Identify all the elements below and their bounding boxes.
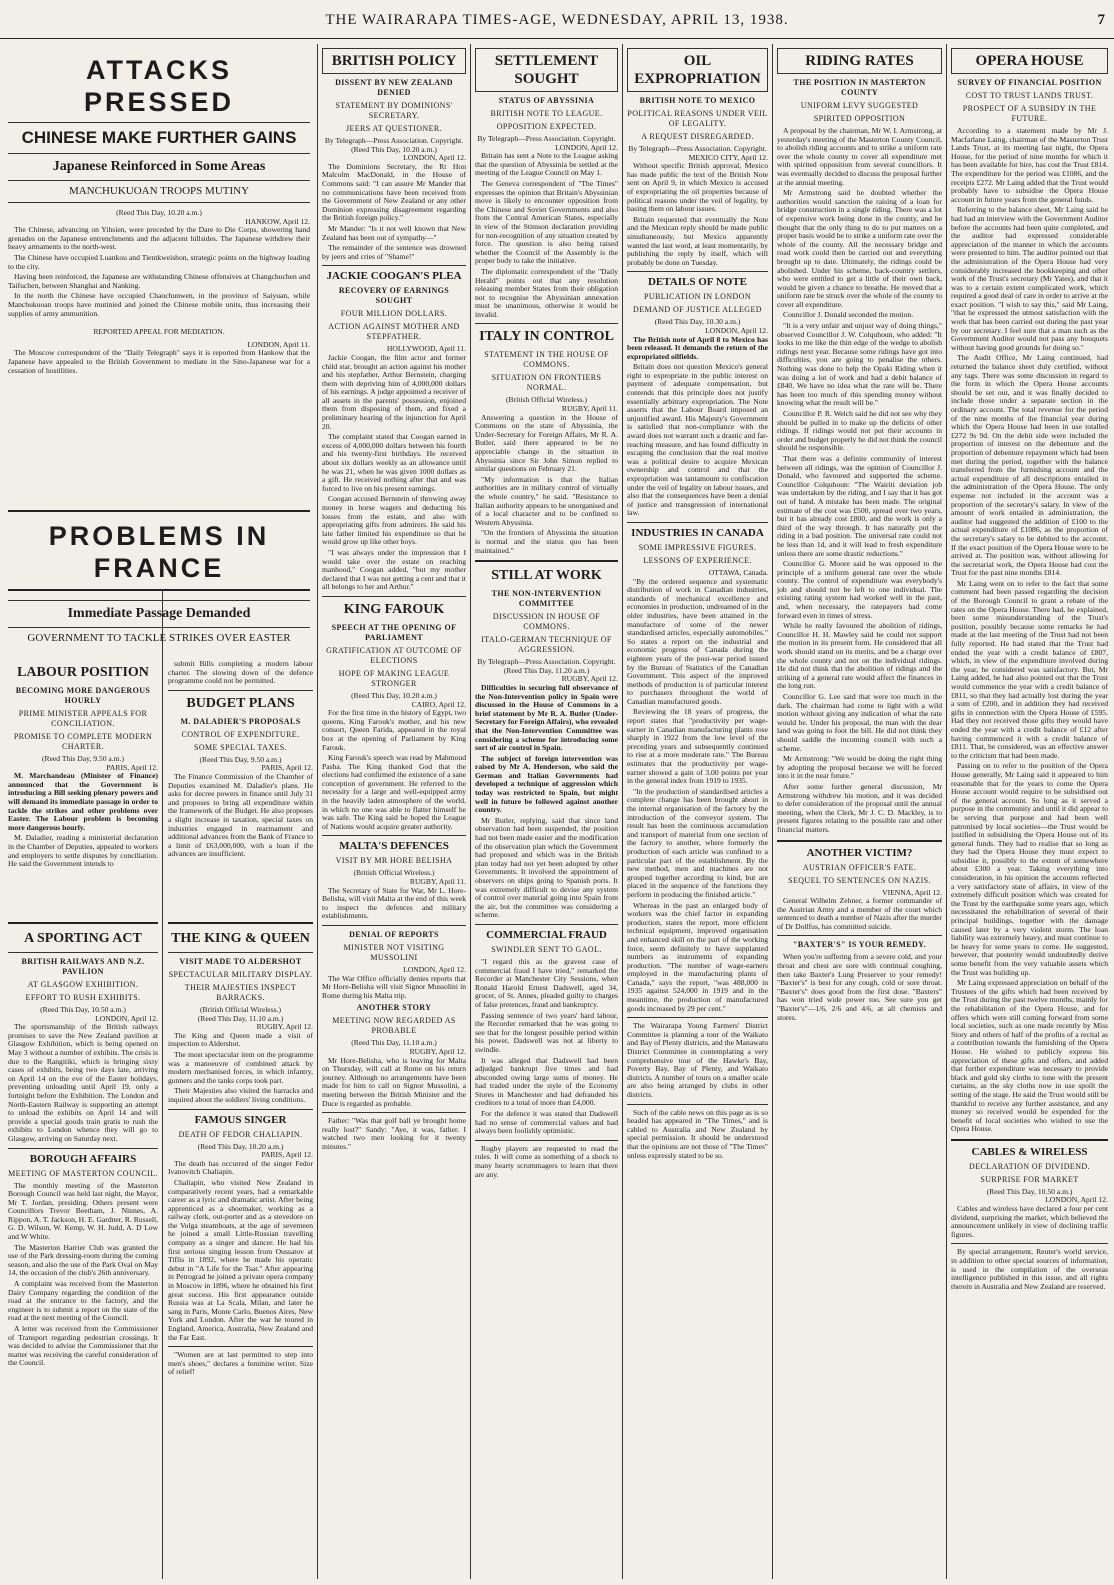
body-text: The death has occurred of the singer Fedor Ivanovitch Chaliapin. (168, 1158, 313, 1177)
body-text: Mr Laing expressed appreciation on behalf of the Trustees of the gifts which had been received by the Trust during the past twelve months, mainly for the rehabilitation of the Opera House, and for offers which were still coming forward from some local societies, such as one made recently by Miss Story and others of half of the profits of a recital as a contribution towards the furnishing of the Opera House. He wished to publicly express his appreciation of these gifts and offers, and added that further expenditure was necessary to provide black and gold sky cloths to tone with the present curtains, as the sky cloths now in use spoilt the setting of the stage. He said the Trust would still be thankful to receive any further assistance, and any money so received would be expended for the benefit of local societies who wished to use the Opera House. (951, 978, 1108, 1134)
body-text: The Finance Commission of the Chamber of Deputies examined M. Daladier's plans. He asks for decree powers in finance until July 31 and proposes to bring all expenditure within the framework of the Budget. He also proposes a slight increase in taxation, special taxes on industries engaged in rearmament and additional advances from the Bank of France to a limit of £63,000,000, with a loan if the advances are insufficient. (168, 771, 313, 859)
body-text: Without specific British approval, Mexico has made public the text of the British Note sent on April 9, in which Mexico is accused of expropriating the oil properties because of political reasons under the veil of legality, by basing them on labour issues. (627, 161, 768, 214)
subheadline: PUBLICATION IN LONDON (643, 292, 752, 302)
body-text: Mr Mander: "Is it not well known that New Zealand has been out of sympathy—" (322, 223, 466, 242)
dateline: MEXICO CITY, April 12. (688, 152, 768, 162)
body-text: The monthly meeting of the Masterton Borough Council was held last night, the Mayor, Mr T. Jordan, presiding. Others present were Councillors Trevor Beetham, J. Ninnes, A. Rippon, A. T. Jackson, H. E. Gardner, R. Russell, G. D. Wilson, W. Kemp, W. H. Judd, A. D Low and W White. (8, 1180, 158, 1242)
received-line: (British Official Wireless.) (199, 1005, 282, 1014)
dateline: RUGBY, April 12. (409, 1046, 466, 1056)
subheadline: FOUR MILLION DOLLARS. (340, 309, 448, 319)
column-rule (470, 44, 471, 1579)
body-text: The Dominions Secretary, the Rt Hon Malcolm MacDonald, in the House of Commons said: "I can assure Mr Mander that no communications have been received from the Government of New Zealand or any other Dominion expressing disagreement regarding the British foreign policy." (322, 161, 466, 223)
column-rule (772, 44, 773, 1579)
body-text: In the north the Chinese have occupied Chaochunwen, in the province of Saiyuan, while Manchukuoan troops have mutinied and joined the Chinese mobile units, thus increasing their supplies of army ammunition. (8, 291, 310, 318)
body-text: Britain requested that eventually the Note and the Mexican reply should be made public simultaneously, but Mexico apparently wanted the last word, at least momentarily, by publishing the reply by itself, which will probably be done on Tuesday. (627, 214, 768, 267)
subheadline: SURVEY OF FINANCIAL POSITION (957, 78, 1102, 87)
dateline: VIENNA, April 12. (882, 887, 942, 897)
subheadline: VISIT MADE TO ALDERSHOT (179, 957, 302, 966)
body-text: That there was a definite community of interest between all ridings, was the opinion of Councillor J. Donald, who favoured and supported the scheme. Councillor Colquhoun: "The Wairiti deviation job was undertaken by the riding, and I say that it has got out of hand. A mistake has been made. The original estimate of the cost was £500, spread over two years, but it has already cost £800, and the work is only a third of the way through. It has naturally put the riding in a bad position. The universal rate could not be less than 1d, and it will lead to fresh expenditure unless there are some drastic reductions." (777, 453, 942, 558)
received-line: (Reed This Day, 10.20 a.m.) (351, 144, 437, 154)
body-text: M. Daladier, reading a ministerial declaration in the Chamber of Deputies, appealed to workers and employers to settle disputes by conciliation. He said the Government intends to (8, 833, 158, 869)
headline: BRITISH POLICY (322, 48, 466, 74)
body-text: Passing on to refer to the position of the Opera House generally, Mr Laing said it appeared to him reasonable that for the years to come the Opera House account would require to be subsidised out of the general account. So long as it served a purpose in the community and until it did appear to be serving that purpose and had been well patronised by local societies—the Trust would be justified in subsidising the Opera House out of its general funds. They had to realise that so long as they had the Opera House they must expect to subsidise it, possibly to the extent of somewhere about £300 a year. Taking everything into consideration, in his opinion the accounts reflected a very satisfactory state of affairs, in view of the extremely difficult position which was created for the Trust by the earthquake some years ago, which necessitated the rehabilitation of several of their principal buildings, together with the damage caused later by a very violent storm. The loan liability was extremely heavy, and must continue to be heavy for some years to come. He suggested, however, that posterity would undoubtedly derive some benefit from the very valuable assets which the Trust was building up. (951, 761, 1108, 977)
dateline: LONDON, April 12. (555, 142, 618, 152)
body-text: Councillor P. R. Welch said he did not see why they should be pulled in to make up the deficits of other ridings. If ridings would not put their accounts in order and budget properly he did not think the council should be responsible. (777, 409, 942, 453)
subheadline: GOVERNMENT TO TACKLE STRIKES OVER EASTER (27, 632, 291, 644)
subheadline: ACTION AGAINST MOTHER AND STEPFATHER. (328, 322, 460, 342)
dateline: PARIS, April 12. (261, 1150, 313, 1160)
body-text: Passing sentence of two years' hard labour, the Recorder remarked that he was going to see that for the longest possible period within his power, Dadswell was not at liberty to swindle. (475, 1010, 618, 1054)
column-rule (622, 44, 623, 1579)
dateline: HOLLYWOOD, April 11. (386, 344, 466, 354)
headline: MALTA'S DEFENCES (339, 840, 449, 853)
headline: CABLES & WIRELESS (971, 1145, 1088, 1158)
body-text: The diplomatic correspondent of the "Daily Herald" points out that any resolution releasing member States from their obligation not to recognise the Abyssinian annexation must be unanimous, otherwise it would be invalid. (475, 266, 618, 319)
article-sporting-act (8, 922, 158, 1579)
subheadline: VISIT BY MR HORE BELISHA (335, 856, 453, 866)
subheadline: SURPRISE FOR MARKET (980, 1174, 1079, 1184)
column-rule (946, 44, 947, 1579)
headline: A SPORTING ACT (24, 931, 142, 946)
subheadline: CHINESE MAKE FURTHER GAINS (21, 128, 297, 147)
body-text: Father: "Was that golf ball ye brought home really lost?" Sandy: "Aye, it was, father. I watched two men looking for it twenty minutes." (322, 1116, 466, 1151)
headline: JACKIE COOGAN'S PLEA (326, 270, 462, 283)
body-text: Answering a question in the House of Commons on the state of Abyssinia, the Under-Secretary for Foreign Affairs, Mr R. A. Butler, said there appeared to be no appreciable change in the situation in Abyssinia since Sir John Simon replied to similar questions on February 21. (475, 412, 618, 474)
advert-text: When you're suffering from a severe cold, and your throat and chest are sore with continual coughing, then take Baxter's Lung Preserver to your remedy! "Baxter's" is best for any cough, cold or sore throat. "Baxter's" does good from the first dose. "Baxters" has won tried wide power too. See sure you get "Baxter's"—1/6, 2/6 and 4/6, at all chemists and stores. (777, 952, 942, 1022)
body-text: King Farouk's speech was read by Mahmoud Pasha. The King thanked God that the elections had confirmed the existence of a sane conception of government. He referred to the necessity for a large and well-equipped army in the heavily laden atmosphere of the world, in which no one was able to flatter himself he was safe. The King said he hoped the League of Nations would acquire greater authority. (322, 753, 466, 831)
dateline: RUGBY, April 12. (561, 674, 618, 684)
body-text: Mr Armstrong said he doubted whether the authorities would sanction the raising of a loan for bridge construction in a single riding. There was a lot of expensive work being done in the county, and he thought that the only thing to do to put matters on a proper basis would be to strike a uniform rate over the whole of the county. All the necessary bridge and road work could then be carried out and everything brought up to date. Ultimately, the ridings could be abolished. Under his scheme, back-country settlers, who were entitled to get a little of their own back, would be given a chance to breathe. He moved that a uniform rate be struck over the whole of the county to cover all expenditure. (777, 188, 942, 309)
subheadline: THE POSITION IN MASTERTON COUNTY (793, 78, 926, 97)
dateline: RUGBY, April 11. (409, 877, 466, 887)
body-text: Britain does not question Mexico's general right to expropriate in the public interest on payment of adequate compensation, but contends that this principle does not justify essentially arbitrary expropriation. The Note asserts that the Labour Board imposed an unjustified award. His Majesty's Government is satisfied that non-compliance with the award does not warrant such a drastic and far-reaching measure, and has found difficulty in escaping the conclusion that the real motive was a political desire to acquire Mexican ownership and control and that the expropriation was tantamount to confiscation under the veil of legality on labour issues, and also that the consequences have been a denial of justice and transgression of international law. (627, 362, 768, 518)
body-text: Cables and wireless have declared a four per cent dividend, surprising the market, which believed the announcement unlikely in view of declining traffic figures. (951, 1204, 1108, 1239)
headline: DETAILS OF NOTE (647, 276, 748, 289)
column-rule (162, 590, 163, 1579)
body-text: Mr Hore-Belisha, who is leaving for Malta on Thursday, will call at Rome on his return journey. Although no arrangements have been made for him to call on Signor Mussolini, a meeting between the British Minister and the Duce is regarded as probable. (322, 1055, 466, 1108)
headline: RIDING RATES (777, 48, 942, 74)
body-text: The Geneva correspondent of "The Times" expresses the opinion that Britain's Abyssinian move is likely to encounter opposition from the Chinese and Soviet Governments and also from the Central American States, especially in view of the Stimson declaration providing for non-recognition of any situation created by force. The question is also being raised whether the Council of the Assembly is the proper body to take the initiative. (475, 178, 618, 266)
subheadline: GRATIFICATION AT OUTCOME OF ELECTIONS (326, 645, 462, 665)
headline: PROBLEMS IN FRANCE (48, 521, 270, 583)
dateline: RUGBY, April 12. (256, 1022, 313, 1032)
body-text: Chaliapin, who visited New Zealand in comparatively recent years, had a remarkable career as a lyric and dramatic artist. After being apprenticed as a shoemaker, working as a railway clerk, out-porter and as a stevedore on the Volga steamboats, at the age of seventeen he joined a small Little-Russian travelling company as a singer and dancer. He had his first serious singing lesson from Oussatov at Tiflis in 1892, where he made his operatic debut in "A Life for the Tsar." After appearing in Petrograd he joined a private opera company in Moscow in 1896, where he obtained his first great success. His first appearance outside Russia was at La Scala, Milan, and later he sang in Paris, Monte Carlo, Buenos Aires, New York and London. After the war he toured in England, America, Australia, New Zealand and the Far East. (168, 1177, 313, 1342)
body-text: Having been reinforced, the Japanese are withstanding Chinese offensives at Changchuchen and Taifuchen, between Shanghai and Nanking. (8, 272, 310, 290)
body-text: The Chinese, advancing on Yihsien, were preceded by the Dare to Die Corps, showering hand grenades on the Japanese entrenchments and the adjacent hillsides. The Japanese withdrew their heavy armaments to the north-west. (8, 225, 310, 252)
body-text: "My information is that the Italian authorities are in military control of virtually the whole country," he said. "Resistance to Italian authority appears to be unorganised and of a local character and to be confined to Western Abyssinia. (475, 474, 618, 527)
headline: DENIAL OF REPORTS (349, 930, 439, 939)
body-text: After some further general discussion, Mr Armstrong withdrew his motion, and it was decided to defer consideration of the proposal until the annual meeting, when the Clerk, Mr J. C. D. Mackley, is to present figures relating to the possible rate and other financial matters. (777, 781, 942, 834)
masthead-title: THE WAIRARAPA TIMES-AGE, WEDNESDAY, APRIL 13, 1938. (325, 12, 789, 28)
headline: KING FAROUK (343, 601, 445, 617)
body-text: "On the frontiers of Abyssinia the situation is normal and the status quo has been maintained." (475, 528, 618, 555)
article-budget-plans (168, 660, 313, 915)
body-text: Councillor J. Donald seconded the motion. (783, 310, 914, 320)
received-line: (Reed This Day, 10.20 a.m.) (351, 690, 437, 700)
received-line: (British Official Wireless.) (353, 868, 435, 878)
subheadline: ANOTHER STORY (356, 1003, 432, 1013)
subheadline: CONTROL OF EXPENDITURE. (181, 729, 300, 739)
body-text: The Audit Office, Mr Laing continued, had returned the balance sheet duly certified, without any tags. There was some discussion in regard to the form in which the Opera House accounts should be set out, and it was finally decided to include those under a separate section in the ordinary account. The total revenue for the period of the nine months of the financial year during which the Opera House had been in use totalled £272 9s 9d. On the debit side were included the proportion of interest on the debenture and the proportion of debenture repayment which had been met during the period, together with the balance transferred from the furnishing account and the actual expenditure of all descriptions entailed in the administration of the Opera House. The only expense not included in the account was a proportion of the secretary's salary. In view of the amount of work entailed in administration, the auditor had suggested the addition of £100 to the actual expenditure of £1086, as the proportion of the secretary's salary to be debited to the account. If the exact position of the Opera House were to be arrived at. The position was, without allowing for the secretarial work, the Opera House had cost the Trust for the past nine months £814. (951, 353, 1108, 578)
received-line: By Telegraph—Press Association. Copyright. (628, 144, 767, 153)
body-text: Mr Butler, replying, said that since land observation had been suspended, the position had not been made easier and the modification of the observation plan which the Government had proposed and which was in the British plan today had not yet been adopted by other Governments. It involved the appointment of observers on ships going to Spanish ports. It was extremely difficult to devise any system of control over material going into Spain from the air, but the committee was considering a scheme. (475, 815, 618, 920)
subheadline: STATEMENT BY DOMINIONS' SECRETARY. (335, 101, 453, 120)
body-text: The Masterton Harrier Club was granted the use of the Park dressing-room during the coming season, and also the use of the Park Oval on May 14, the occasion of the club's 26th anniversary. (8, 1242, 158, 1278)
body-text: Difficulties in securing full observance of the Non-Intervention policy in Spain were discussed in the House of Commons in a brief statement by Mr R. A. Butler (Under-Secretary for Foreign Affairs), who revealed that the Non-Intervention Committee was considering a scheme for introducing some sort of air control in Spain. (475, 682, 618, 753)
subheadline: RECOVERY OF EARNINGS SOUGHT (338, 286, 450, 306)
headline: LABOUR POSITION (17, 665, 149, 680)
subheadline: SPEECH AT THE OPENING OF PARLIAMENT (331, 622, 457, 642)
column-oil-expropriation (627, 48, 768, 1578)
dateline: CAIRO, April 12. (411, 699, 466, 709)
body-text: The Wairarapa Young Farmers' District Committee is planning a tour of the Waikato and Bay of Plenty districts, and the Manawatu District Committee in contemplating a very comprehensive tour of the Hawke's Bay, Poverty Bay, Bay of Plenty, and Waikato districts. A number of tours on a smaller scale are also being arranged by clubs in other districts. (627, 1021, 768, 1099)
headline: ATTACKS PRESSED (83, 55, 235, 117)
headline: THE KING & QUEEN (171, 931, 310, 946)
headline: BUDGET PLANS (186, 695, 295, 711)
dateline: LONDON, April 12. (403, 965, 466, 974)
dateline: OTTAWA, Canada. (708, 567, 768, 577)
body-text: The subject of foreign intervention was raised by Mr A. Henderson, who said the German and Italian Governments had developed a technique of aggression which today was restricted to Spain, but might well in future be followed against another country. (475, 753, 618, 815)
subheadline: AUSTRIAN OFFICER'S FATE. (802, 862, 917, 872)
dateline: LONDON, April 12. (403, 153, 466, 163)
received-line: (British Official Wireless.) (505, 395, 588, 405)
body-text: Rugby players are requested to read the rules. It will come as something of a shock to many hearty scrummagers to learn that there are any. (475, 1143, 618, 1179)
body-text: submit Bills completing a modern labour charter. The slowing down of the defence programme could not be permitted. (168, 660, 313, 686)
dateline: PARIS, April 12. (106, 762, 158, 772)
subheadline: BECOMING MORE DANGEROUS HOURLY (15, 686, 151, 705)
body-text: Mr Armstrong: "We would be doing the right thing by adopting the proposal because we will be forced into it in the near future." (777, 754, 942, 781)
body-text: According to a statement made by Mr J. Macfarlane Laing, chairman of the Masterton Trust Lands Trust, at its meeting last night, the Opera House, for the period of nine months for which it has been available for hire, has cost the Trust £814. The expenditure for the period was £1086, and the receipts £272. Mr Laing added that the Trust would probably have to subsidise the Opera House account in future years from the general funds. (951, 126, 1108, 204)
body-text: "By the ordered sequence and systematic distribution of work in Canadian industries, standards of mechanical excellence and economies in production, undreamed of in the older industries, have been attained in the manufacture of some of the newer standardised articles, especially automobiles." So states a report on the industrial and economic progress of Canada during the eighteen years of the post-war period issued by the Bureau of Statistics of the Canadian Government. This aspect of the improved methods of production is of particular interest to purchasers throughout the world of Canadian manufactured goods. (627, 576, 768, 706)
received-line: (Reed This Day, 11.20 a.m.) (503, 665, 590, 675)
body-text: General Wilhelm Zehner, a former commander of the Austrian Army and a member of the court which sentenced to death a number of Nazis after the murder of Dr Dollfus, has committed suicide. (777, 896, 942, 931)
subheadline: MINISTER NOT VISITING MUSSOLINI (343, 943, 445, 962)
body-text: Referring to the balance sheet, Mr Laing said he had had an interview with the Government Auditor before the accounts had been quite completed, and the auditor had expressed considerable appreciation of the manner in which the accounts were presented to him. The auditor pointed out that the administration of the Opera House had very considerably increased the bookkeeping and other work of the Trust's secretary (Mr Yates), and that it was to a certain extent complicated work, which required a good deal of care in order to arrive at the exact position. "I wish to say this," said Mr Laing, "that he expressed the utmost satisfaction with the work that has been carried out during the past year by our secretary. I feel sure that a man such as the Government Auditor would not pass any bouquets without having good grounds for doing so." (951, 205, 1108, 352)
subheadline: SOME SPECIAL TAXES. (194, 742, 287, 752)
body-text: For the defence it was stated that Dadswell had no sense of commercial values and had always been foolishly optimistic. (475, 1109, 618, 1136)
body-text: The War Office officially denies reports that Mr Hore-Belisha will visit Signor Mussolini in Rome during his Malta trip. (322, 973, 466, 1000)
article-labour-position (8, 660, 158, 915)
subheadline: MEETING OF MASTERTON COUNCIL. (8, 1168, 158, 1178)
body-text: The Secretary of State for War, Mr L. Hore-Belisha, will visit Malta at the end of this week to inspect the defences and military establishments. (322, 885, 466, 921)
dateline: RUGBY, April 11. (561, 404, 618, 414)
subheadline: A REQUEST DISREGARDED. (641, 132, 754, 141)
article-problems-in-france (8, 510, 310, 598)
body-text: Britain has sent a Note to the League asking that the question of Abyssinia be settled at the meeting of the League Council on May 1. (475, 151, 618, 178)
column-opera-house (951, 48, 1108, 1578)
dateline: HANKOW, April 12. (245, 216, 310, 226)
subheadline: JEERS AT QUESTIONER. (345, 124, 443, 133)
body-text: For the first time in the history of Egypt, two queens, King Farouk's mother, and his new consort, Queen Farida, appeared in the royal box at the opening of Parliament by King Farouk. (322, 708, 466, 752)
subheadline: SEQUEL TO SENTENCES ON NAZIS. (788, 875, 931, 885)
subheadline: ITALO-GERMAN TECHNIQUE OF AGGRESSION. (481, 635, 612, 655)
subheadline: STATEMENT IN THE HOUSE OF COMMONS. (484, 350, 609, 370)
headline: OPERA HOUSE (951, 48, 1108, 74)
advert-heading: "BAXTER'S" IS YOUR REMEDY. (793, 940, 926, 950)
article-attacks-pressed (8, 48, 310, 508)
body-text: A complaint was received from the Masterton Dairy Company regarding the condition of the road at the entrance to the factory, and the engineer is to submit a report on the state of the road at the next meeting of the Council. (8, 1279, 158, 1323)
received-line: (Reed This Day, 10.20 a.m.) (197, 1141, 284, 1151)
subheadline: HOPE OF MAKING LEAGUE STRONGER (338, 668, 450, 688)
body-text: The remainder of the sentence was drowned by jeers and cries of "Shame!" (322, 243, 466, 261)
body-text: The complaint stated that Coogan earned in excess of 4,000,000 dollars between his fourth and his twenty-first birthdays. He received about six dollars weekly as an allowance until he was 21, when he was given 1000 dollars as a gift. He received nothing after that and was forced to live on his present earnings. (322, 432, 466, 493)
column-british-policy (322, 48, 466, 1578)
subheadline: THE NON-INTERVENTION COMMITTEE (491, 589, 602, 609)
body-text: Councillor G. Moore said he was opposed to the principle of a uniform general rate over the whole county. The control of expenditure was everybody's job and should not be left to one individual. The existing rating system had worked well in the past, and, when necessary, the ratepayers had come forward even in times of stress. (777, 559, 942, 620)
subheadline: DISCUSSION IN HOUSE OF COMMONS. (492, 612, 601, 632)
column-riding-rates (777, 48, 942, 1578)
masthead (0, 12, 1114, 39)
received-line: By Telegraph—Press Association. Copyright. (477, 657, 616, 667)
column-rule (317, 44, 318, 1579)
body-text: The sportsmanship of the British railways promises to save the New Zealand pavilion at Glasgow Exhibition, which is being opened on May 3 without a number of exhibits. The crisis is due to the Rangitiki, which is bringing sixty cases of exhibits, being two days late, arriving on April 14 on the eve of the Easter holidays, preventing unloading until April 19, only a fortnight before the Exhibition. The London and North-Eastern Railway is supporting an attempt to unload the exhibits on April 14 and will provide a special goods train gratis to rush the exhibits to London whence they will go to Glasgow, arriving on Saturday next. (8, 1022, 158, 1143)
received-line: (Reed This Day, 9.50 a.m.) (199, 754, 282, 764)
subheadline: THEIR MAJESTIES INSPECT BARRACKS. (184, 983, 297, 1002)
headline: OIL EXPROPRIATION (627, 48, 768, 92)
body-text: Jackie Coogan, the film actor and former child star, brought an action against his mother and his stepfather, Arthur Bernstein, charging them with depriving him of 4,000,000 dollars of his earnings. A judge appointed a receiver of all assets in the parents' possession, enjoined them from disposing of them, and fixed a preliminary hearing of the injunction for April 20. (322, 352, 466, 431)
dateline: PARIS, April 12. (261, 763, 313, 773)
body-text: "I was always under the impression that I would take over the estate on reaching manhood," Coogan added, "but my mother declared that I was not getting a cent and that it all belongs to her and Arthur." (322, 547, 466, 592)
body-text: "It is a very unfair and unjust way of doing things," observed Councillor J. W. Colquhoun, who added: "It looks to me like the thin edge of the wedge to abolish ridings next year. Because some ridings have got into difficulties, you are going to penalise the others. Nothing was done to help the Opaki Riding when it was doing a lot of work and had a debit balance of £840. We have no idea what the rate will be. There has been too much of this spending money without knowing what the result will be." (777, 321, 942, 408)
subheadline: BRITISH NOTE TO MEXICO (639, 96, 756, 105)
subheadline: Immediate Passage Demanded (67, 606, 251, 621)
dateline: LONDON, April 12. (95, 1013, 158, 1023)
article-king-and-queen (168, 922, 313, 1579)
received-line: (Reed This Day, 10.30 a.m.) (654, 317, 741, 327)
headline: SETTLEMENT SOUGHT (475, 48, 618, 92)
subheadline: SOME IMPRESSIVE FIGURES. (638, 542, 757, 552)
body-text: A letter was received from the Commissioner of Transport regarding pedestrian crossings. It was decided to advise the Commissioner that the matter was receiving the careful consideration of the Council. (8, 1324, 158, 1368)
subheadline: SWINDLER SENT TO GAOL. (491, 944, 602, 954)
subheadline: AT GLASGOW EXHIBITION. (27, 980, 139, 989)
body-text: The Chinese have occupied Luankou and Tientkweishon, strategic points on the highway leading to the city. (8, 252, 310, 271)
subheadline: COST TO TRUST LANDS TRUST. (965, 91, 1094, 100)
headline: ITALY IN CONTROL (479, 329, 614, 345)
subheadline: LESSONS OF EXPERIENCE. (643, 555, 752, 565)
body-text: Their Majesties also visited the barracks and inquired about the soldiers' living conditions. (168, 1086, 313, 1104)
subheadline: MEETING NOW REGARDED AS PROBABLE (332, 1016, 456, 1036)
column-settlement-sought (475, 48, 618, 1578)
headline: ANOTHER VICTIM? (806, 846, 913, 859)
headline: INDUSTRIES IN CANADA (631, 526, 764, 539)
subheadline: PROSPECT OF A SUBSIDY IN THE FUTURE. (962, 104, 1097, 123)
body-text: M. Marchandeau (Minister of Finance) announced that the Government is introducing a Bill seeking plenary powers and will demand its immediate passage in order to tackle the strikes and other problems over Easter. The Labour problem is becoming more dangerous hourly. (8, 771, 158, 832)
subheadline: BRITISH RAILWAYS AND N.Z. PAVILION (21, 957, 145, 976)
body-text: Whereas in the past an enlarged body of workers was the chief factor in expanding production, states the report, more efficient technical equipment, improved organisation and enhanced skill on the part of the working force, seem definitely to have supplanted numbers as instruments of expanding production. "The number of wage-earners employed in the manufacturing plants of Canada," says the report, "was 488,000 in 1935 against 524,000 in 1919 and in the meantime, the production of manufactured goods increased by 29 per cent." (627, 900, 768, 1013)
received-line: (Reed This Day, 11.10 a.m.) (197, 1013, 284, 1023)
body-text: While he really favoured the abolition of ridings, Councillor H. H. Mawley said he could not support the motion in its present form. He considered that all work should stand on its merits, and be a charge over the whole county and not on the individual ridings. He did not think that the abolition of ridings and the striking of a general rate would affect the finances in the long run. (777, 621, 942, 691)
subheadline: M. DALADIER'S PROPOSALS (180, 716, 301, 726)
dateline: LONDON, April 11. (247, 339, 310, 349)
subheadline: POLITICAL REASONS UNDER VEIL OF LEGALITY. (627, 109, 768, 128)
body-text: It was alleged that Dadswell had been adjudged bankrupt five times and had absconded owing large sums of money. He had traded under the style of the Economy Stores in Manchester and had defrauded his creditors to a total of more than £4,000. (475, 1055, 618, 1108)
subheadline: PROMISE TO COMPLETE MODERN CHARTER. (13, 732, 153, 751)
dateline: LONDON, April 12. (705, 325, 768, 335)
body-text: The King and Queen made a visit of inspection to Aldershot. (168, 1030, 313, 1049)
headline: COMMERCIAL FRAUD (486, 928, 607, 941)
subheadline: SITUATION ON FRONTIERS NORMAL. (491, 373, 602, 393)
subheadline: Japanese Reinforced in Some Areas (52, 159, 266, 174)
body-text: By special arrangement, Reuter's world service, in addition to other special sources of information, is used in the compilation of the overseas intelligence published in this issue, and all rights therein in Australia and New Zealand are reserved. (951, 1247, 1108, 1291)
headline: BOROUGH AFFAIRS (29, 1152, 137, 1165)
received-line: (Reed This Day, 10.50 a.m.) (40, 1005, 126, 1014)
subheadline: DEMAND OF JUSTICE ALLEGED (633, 305, 762, 315)
received-line: By Telegraph—Press Association. Copyright. (477, 134, 616, 143)
subheading: REPORTED APPEAL FOR MEDIATION. (93, 327, 225, 337)
body-text: The British note of April 8 to Mexico has been released. It demands the return of the expropriated oilfields. (627, 334, 768, 361)
headline: STILL AT WORK (491, 568, 602, 584)
body-text: Coogan accused Bernstein of throwing away money in horse wagers and deducting his losses from the estate, and also with appropriating gifts from admirers. He said his late father limited his expenditure so that he would grow up like other boys. (322, 494, 466, 547)
subheadline: SPECTACULAR MILITARY DISPLAY. (168, 970, 313, 979)
received-line: (Reed This Day, 10.20 a.m.) (116, 208, 202, 217)
dateline: LONDON, April 12. (1045, 1195, 1108, 1205)
subheadline: DECLARATION OF DIVIDEND. (969, 1161, 1090, 1171)
subheadline: OPPOSITION EXPECTED. (496, 122, 597, 131)
subheadline: UNIFORM LEVY SUGGESTED (800, 101, 919, 110)
body-text: The most spectacular item on the programme was a manoeuvre of combined attack by modern mechanised forces, in which infantry, gunners and the tanks corps took part. (168, 1049, 313, 1085)
subheadline: MANCHUKUOAN TROOPS MUTINY (68, 185, 250, 197)
received-line: (Reed This Day, 11.10 a.m.) (351, 1038, 437, 1048)
received-line: (Reed This Day, 10.50 a.m.) (986, 1186, 1073, 1196)
headline: FAMOUS SINGER (194, 1113, 287, 1126)
subheadline: STATUS OF ABYSSINIA (498, 96, 595, 105)
body-text: A proposal by the chairman, Mr W. I. Armstrong, at yesterday's meeting of the Masterton County Council, to abolish riding accounts and to strike a uniform rate over the whole county to cover all expenditure met with spirited opposition from several councillors. It was eventually decided to discuss the proposal further at the annual meeting. (777, 126, 942, 187)
received-line: By Telegraph—Press Association. Copyright. (324, 136, 464, 145)
body-text: "Women are at last permitted to step into men's shoes," declares a feminine writer. Size of relief! (168, 1350, 313, 1377)
body-text: Councillor G. Lee said that were too much in the dark. The chairman had come to light with a wild motion without giving any indication of what the rate would be. Under his proposal, the man with the dear land was going to foot the bill. He did not think they should saddle the incoming council with such a scheme. (777, 692, 942, 753)
subheadline: DISSENT BY NEW ZEALAND DENIED (335, 78, 453, 97)
subheadline: SPIRITED OPPOSITION (813, 114, 906, 123)
body-text: Reviewing the 18 years of progress, the report states that "productivity per wage-earner in Canadian manufacturing plants rose sharply in 1922 from the low level of the preceding years and subsequently continued to rise at a more moderate rate." The Bureau estimates that the productivity per wage-earner showed a gain of 3.00 points per year in the general index from 1919 to 1935. (627, 707, 768, 786)
article-problems-in-france-subheads (8, 596, 310, 656)
body-text: Mr Laing went on to refer to the fact that some comment had been passed regarding the decision of the Borough Council to grant a rebate of the rates on the Opera House. There had, he explained, been some misunderstanding of the Trust's position, possibly because some remarks he had made at the last meeting of the Trust had not been fully reported. He had stated that the Trust had ended the year with a credit balance of £807, which, in view of the expenditure involved during the year, he considered was satisfactory. But, Mr Laing added, he had also pointed out that the Trust would commence the year with a credit balance of £811, so that they had actually lost during the year a sum of £200, and in addition they had received gifts in connection with the Opera House of £595. Had they not received those gifts they would have ended the year with a credit balance of £12 after having commenced it with a credit balance of £811. That, he considered, was an effective answer to the criticism that had been made. (951, 578, 1108, 760)
subheadline: DEATH OF FEDOR CHALIAPIN. (178, 1129, 303, 1139)
subheadline: PRIME MINISTER APPEALS FOR CONCILIATION. (18, 709, 148, 728)
subheadline: BRITISH NOTE TO LEAGUE. (490, 109, 603, 118)
body-text: "In the production of standardised articles a complete change has been brought about in the internal organisation of the factory by the introduction of the conveyor system. The result has been the continuous accumulation and transport of material from one section of the factory to another, where formerly the production of each article was confined to a particular part of the establishment. By the new method, men and machines are not grouped together according to kind, but are placed in the sequence of the functions they perform in producing the finished article." (627, 786, 768, 899)
body-text: The Moscow correspondent of the "Daily Telegraph" says it is reported from Hankow that the Japanese have appealed to the British Government to mediate in the Sino-Japanese war for a cessation of hostilities. (8, 348, 310, 375)
received-line: (Reed This Day, 9.50 a.m.) (41, 754, 125, 763)
subheadline: EFFORT TO RUSH EXHIBITS. (25, 993, 141, 1002)
body-text: "I regard this as the gravest case of commercial fraud I have tried," remarked the Recorder at Manchester City Sessions, when Ronald Harold Ernest Dadswell, aged 34, grocer, of St. Annes, pleaded guilty to charges of false pretences, fraud and bankruptcy. (475, 956, 618, 1009)
page-number: 7 (1097, 12, 1106, 28)
body-text: Such of the cable news on this page as is so headed has appeared in "The Times," and is cabled to Australia and New Zealand by special permission. It should be understood that the opinions are not those of "The Times" unless expressly stated to be so. (627, 1107, 768, 1160)
